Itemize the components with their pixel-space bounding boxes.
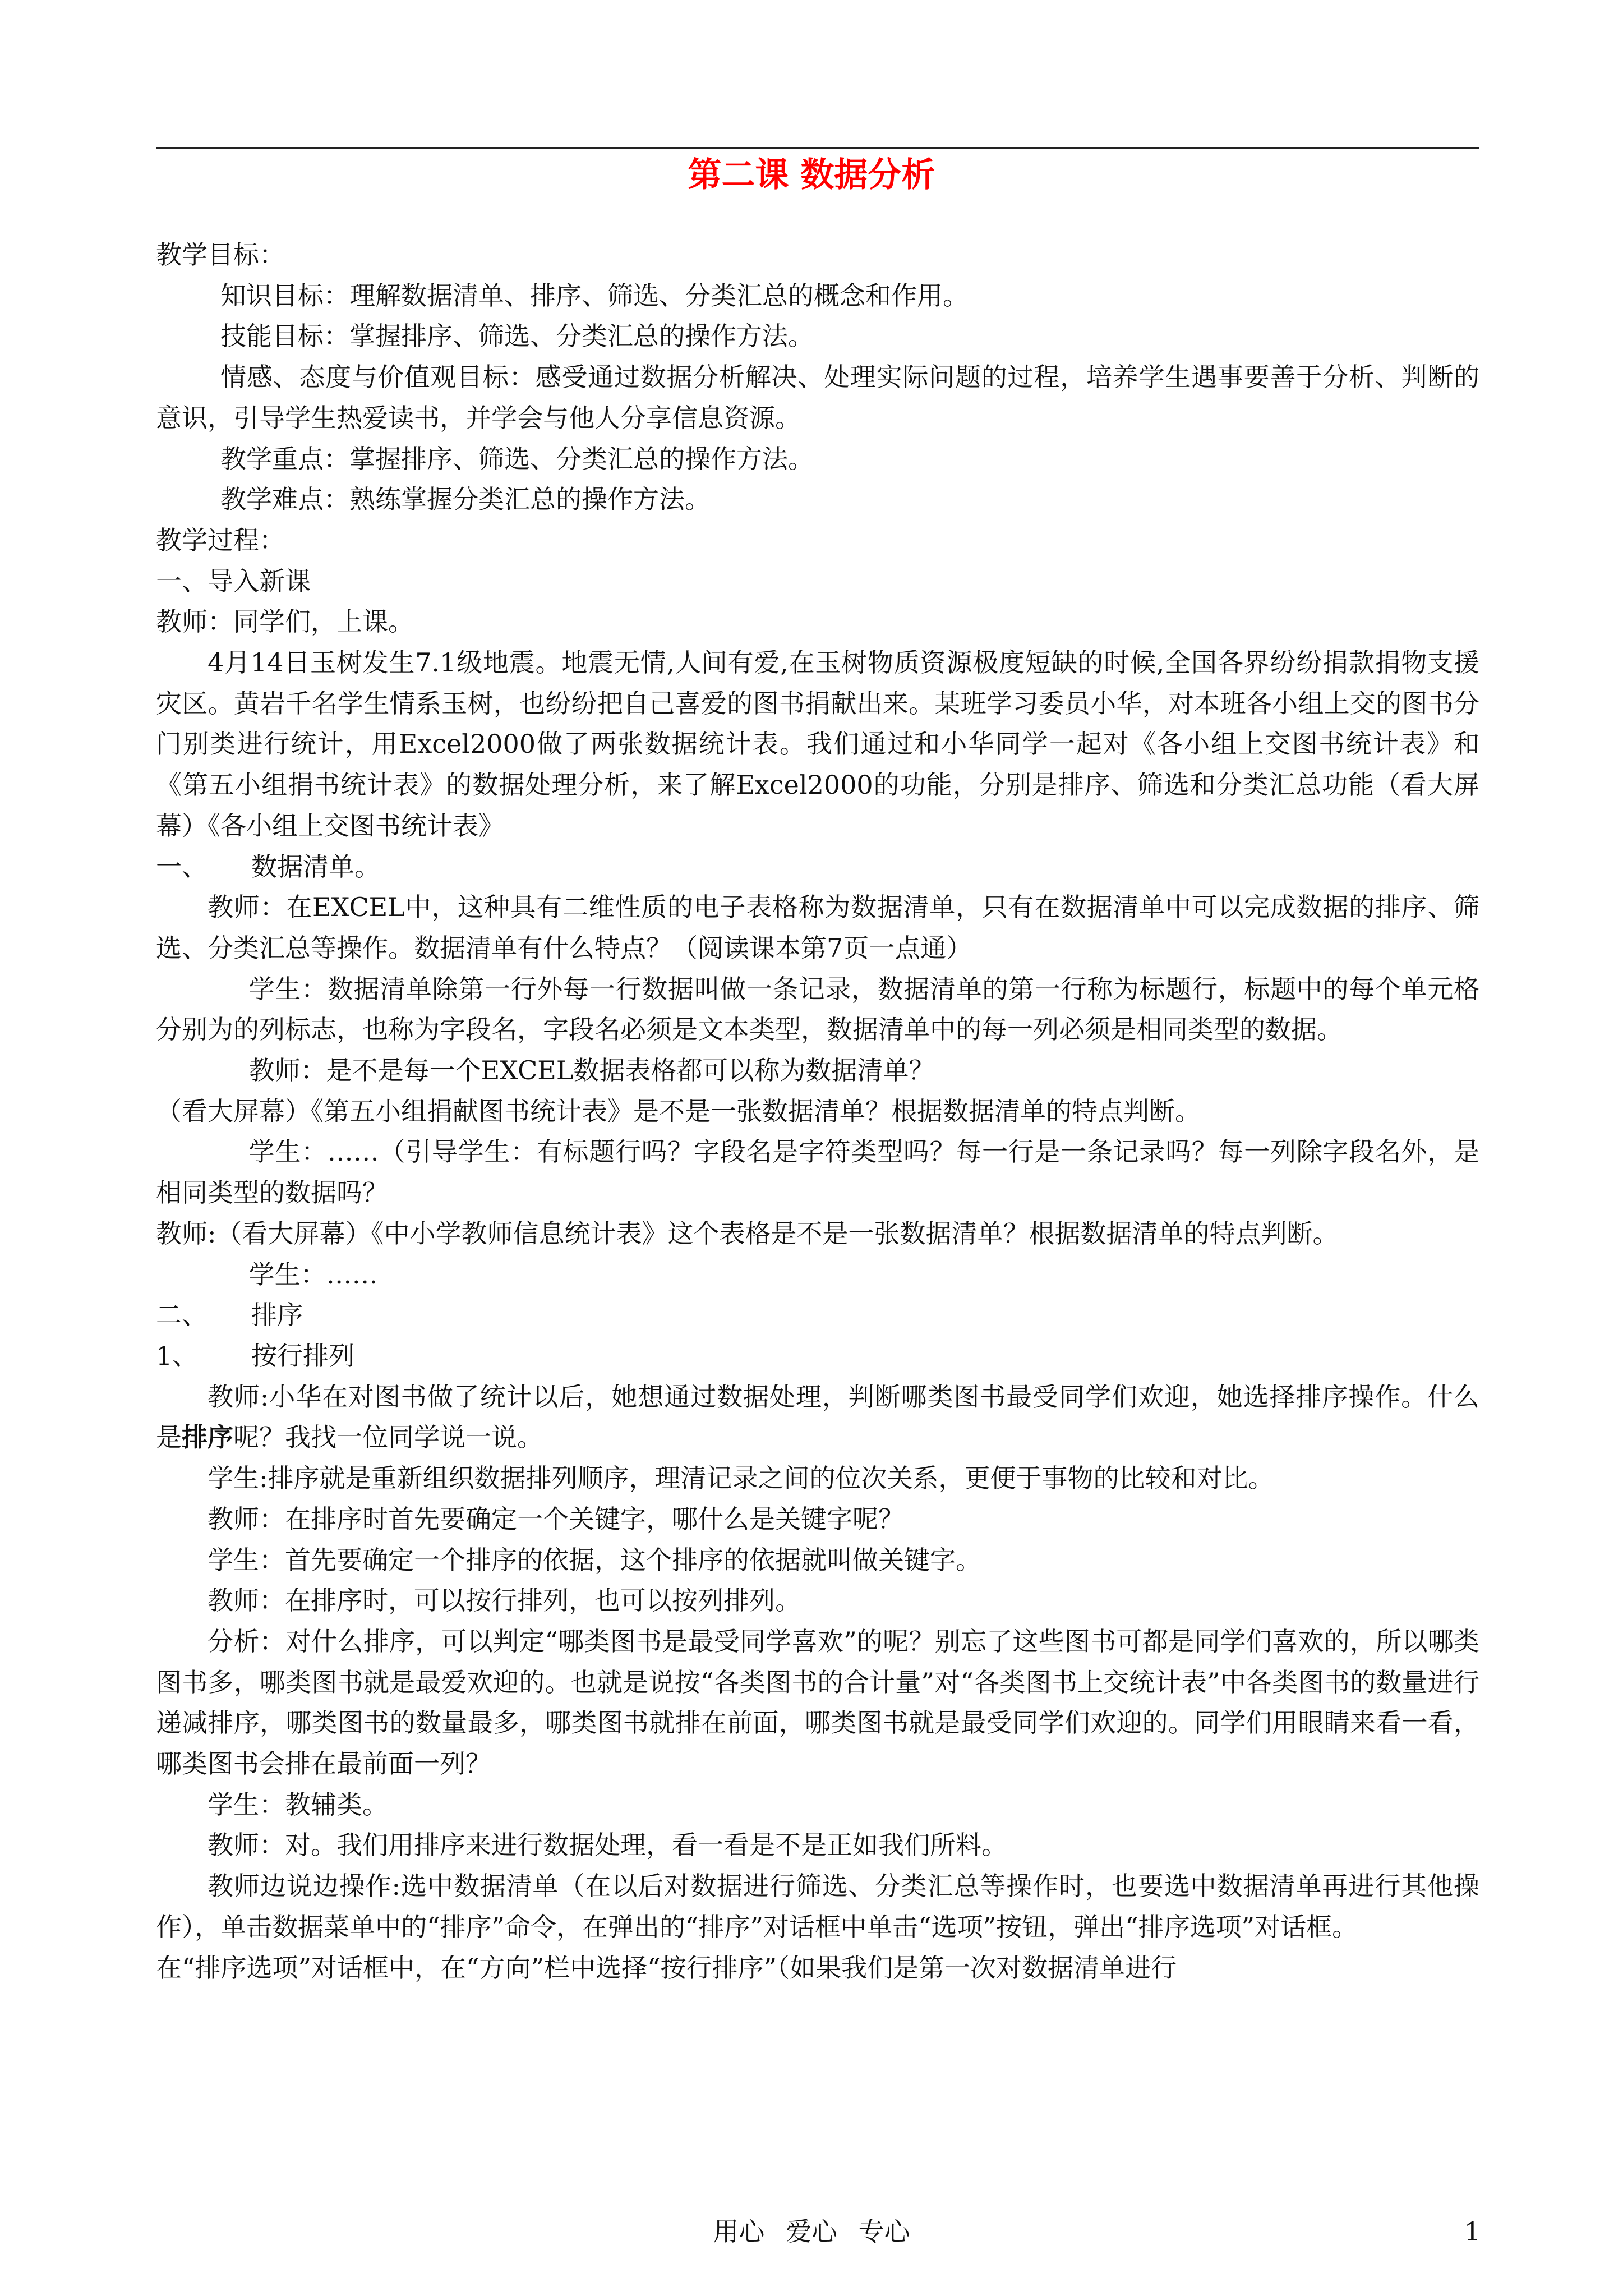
section-heading	[156, 1295, 1479, 1336]
paragraph: 教师：在排序时，可以按行排列，也可以按列排列。	[208, 1585, 801, 1616]
paragraph: 4月14日玉树发生7.1级地震。地震无情,人间有爱,在玉树物质资源极度短缺的时候,全国各界纷纷捐款捐物支援灾区。黄岩千名学生情系玉树，也纷纷把自己喜爱的图书捐献出来。某班学习委员小华，对本班各小组上交的图书分门别类进行统计，用Excel2000做了两张数据统计表。我们通过和小华同学一起对《各小组上交图书统计表》和《第五小组捐书统计表》的数据处理分析，来了解Excel2000的功能，分别是排序、筛选和分类汇总功能（看大屏幕）《各小组上交图书统计表》	[156, 647, 1479, 841]
section-number: 二、	[156, 1300, 208, 1331]
paragraph: 教学目标：	[156, 240, 285, 270]
document-body	[156, 234, 1479, 1988]
paragraph-text: 呢？我找一位同学说一说。	[233, 1422, 543, 1453]
paragraph: 教学重点：掌握排序、筛选、分类汇总的操作方法。	[220, 443, 814, 474]
section-title: 排序	[251, 1300, 303, 1331]
document-title: 第二课 数据分析	[688, 155, 935, 195]
section-title: 数据清单。	[251, 851, 380, 882]
paragraph: 学生:排序就是重新组织数据排列顺序，理清记录之间的位次关系，更便于事物的比较和对比。	[208, 1463, 1274, 1494]
paragraph: 教学难点：熟练掌握分类汇总的操作方法。	[220, 484, 711, 515]
paragraph: 学生：首先要确定一个排序的依据，这个排序的依据就叫做关键字。	[208, 1544, 981, 1575]
paragraph: 教师：在排序时首先要确定一个关键字，哪什么是关键字呢？	[208, 1503, 904, 1534]
paragraph: 教师:（看大屏幕）《中小学教师信息统计表》这个表格是不是一张数据清单？根据数据清单的特点判断。	[156, 1218, 1339, 1249]
subsection-heading	[156, 1336, 1479, 1377]
paragraph: 教师边说边操作:选中数据清单（在以后对数据进行筛选、分类汇总等操作时，也要选中数据清单再进行其他操作），单击数据菜单中的“排序”命令，在弹出的“排序”对话框中单击“选项”按钮，弹出“排序选项”对话框。	[156, 1871, 1479, 1942]
paragraph: 教师：对。我们用排序来进行数据处理，看一看是不是正如我们所料。	[208, 1830, 1007, 1861]
paragraph: 学生：教辅类。	[208, 1789, 388, 1820]
subsection-title: 按行排列	[251, 1340, 354, 1371]
paragraph: 在“排序选项”对话框中，在“方向”栏中选择“按行排序”（如果我们是第一次对数据清单进行	[156, 1952, 1177, 1983]
paragraph	[156, 1377, 1479, 1458]
paragraph: 教师：是不是每一个EXCEL数据表格都可以称为数据清单？	[248, 1055, 935, 1086]
paragraph: 学生：……（引导学生：有标题行吗？字段名是字符类型吗？每一行是一条记录吗？每一列除字段名外，是相同类型的数据吗？	[156, 1137, 1479, 1208]
bold-term: 排序	[182, 1422, 233, 1453]
paragraph: （看大屏幕）《第五小组捐献图书统计表》是不是一张数据清单？根据数据清单的特点判断。	[156, 1096, 1201, 1126]
page-number: 1	[1464, 2216, 1481, 2247]
paragraph: 技能目标：掌握排序、筛选、分类汇总的操作方法。	[220, 321, 814, 352]
paragraph: 教学过程：	[156, 524, 285, 555]
paragraph: 学生：数据清单除第一行外每一行数据叫做一条记录，数据清单的第一行称为标题行，标题中的每个单元格分别为的列标志，也称为字段名，字段名必须是文本类型，数据清单中的每一列必须是相同类型的数据。	[156, 973, 1479, 1045]
section-number: 一、	[156, 851, 208, 882]
footer-motto: 用心 爱心 专心	[713, 2216, 910, 2247]
paragraph: 知识目标：理解数据清单、排序、筛选、分类汇总的概念和作用。	[220, 280, 969, 311]
subsection-number: 1、	[156, 1340, 199, 1371]
section-heading	[156, 846, 1479, 887]
paragraph-text: 教师:小华在对图书做了统计以后，她想通过数据处理，判断哪类图书最受同学们欢迎，她选择排序操作。什么是	[156, 1381, 1479, 1453]
section-heading: 一、导入新课	[156, 565, 311, 596]
paragraph: 学生：……	[248, 1259, 378, 1290]
paragraph: 分析：对什么排序，可以判定“哪类图书是最受同学喜欢”的呢？别忘了这些图书可都是同学们喜欢的，所以哪类图书多，哪类图书就是最爱欢迎的。也就是说按“各类图书的合计量”对“各类图书上交统计表”中各类图书的数量进行递减排序，哪类图书的数量最多，哪类图书就排在前面，哪类图书就是最受同学们欢迎的。同学们用眼睛来看一看，哪类图书会排在最前面一列？	[156, 1626, 1479, 1779]
paragraph: 教师：在EXCEL中，这种具有二维性质的电子表格称为数据清单，只有在数据清单中可以完成数据的排序、筛选、分类汇总等操作。数据清单有什么特点？（阅读课本第7页一点通）	[156, 892, 1479, 963]
paragraph: 情感、态度与价值观目标：感受通过数据分析解决、处理实际问题的过程，培养学生遇事要善于分析、判断的意识，引导学生热爱读书，并学会与他人分享信息资源。	[156, 362, 1479, 433]
paragraph: 教师：同学们，上课。	[156, 606, 414, 637]
